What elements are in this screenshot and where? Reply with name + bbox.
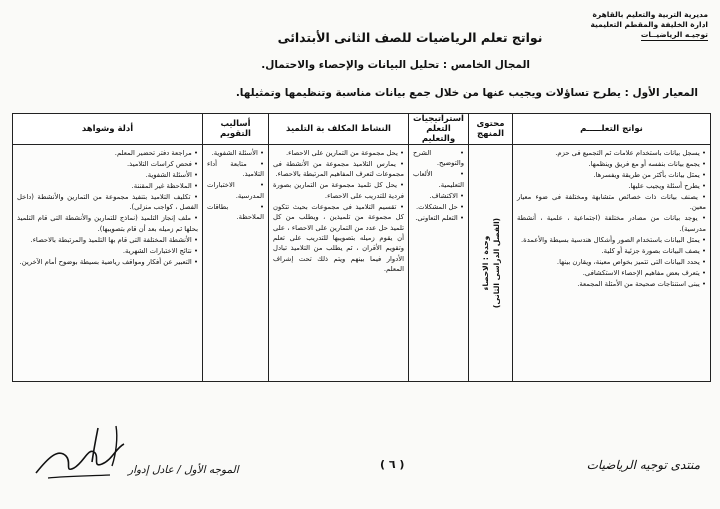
- list-item: • يحل مجموعة من التمارين على الاحصاء.: [286, 149, 404, 157]
- activities-cell: [269, 145, 409, 382]
- list-item: • ملف إنجاز التلميذ (نماذج للتمارين والأنشطة التى قام التلميذ بحلها ثم زميله بعد أن قام بتصويبها).: [17, 214, 198, 233]
- list-item: • يجمع بيانات بنفسه أو مع فريق وينظمها.: [588, 160, 706, 168]
- list-item: • التعلم التعاونى.: [415, 213, 464, 222]
- list-item: • التعبير عن أفكار ومواقف رياضية بسيطة بوضوح أمام الآخرين.: [19, 257, 198, 266]
- list-item: • متابعة أداء التلاميذ.: [207, 160, 264, 179]
- header-activities: النشاط المكلف بة التلميذ: [269, 114, 409, 145]
- assessment-cell: [203, 145, 269, 382]
- page-title: نواتج تعلم الرياضيات للصف الثانى الأبتدائى: [277, 30, 543, 45]
- domain-heading: المجال الخامس : تحليل البيانات والإحصاء والاحتمال.: [261, 59, 530, 71]
- forum-name: منتدى توجيه الرياضيات: [586, 458, 700, 472]
- evidence-cell: [13, 145, 203, 382]
- strategies-cell: [409, 145, 469, 382]
- content-term: (الفصل الدراسى الثانى): [491, 217, 501, 309]
- list-item: • يسجل بيانات باستخدام علامات ثم التجميع فى حزم.: [555, 149, 706, 157]
- list-item: • يطرح أسئلة ويجيب عليها.: [628, 182, 706, 190]
- department-text: توجيـه الرياضيــات: [640, 30, 708, 39]
- list-item: • يوجد بيانات من مصادر مختلفة (اجتماعية ، علمية ، أنشطة مدرسية).: [517, 214, 706, 233]
- standard-heading: المعيار الأول : يطرح تساؤلات ويجيب عنها من خلال جمع بيانات مناسبة وتنظيمها وتمثيلها.: [235, 87, 698, 99]
- header-outcomes: نواتج التعلـــــم: [513, 114, 711, 145]
- content-vertical-text: [480, 218, 502, 308]
- list-item: • الألعاب التعليمية.: [413, 170, 464, 189]
- outcomes-cell: [513, 145, 711, 382]
- header-content: محتوى المنهج: [469, 114, 513, 145]
- content-unit: وحدة : الاحصاء: [480, 235, 490, 291]
- supervisor-signature-text: الموجه الأول / عادل إدوار: [128, 464, 239, 476]
- list-item: • نتائج الاختبارات الشهرية.: [122, 246, 198, 255]
- list-item: • يتعرف بعض مفاهيم الإحصاء الاستكشافى.: [582, 268, 706, 277]
- list-item: • بطاقات الملاحظة.: [207, 202, 264, 222]
- list-item: • يحل كل تلميذ مجموعة من التمارين بصورة فردية للتدريب على الاحصاء.: [273, 181, 404, 200]
- content-cell: [469, 145, 513, 382]
- list-item: • الأسئلة الشفوية.: [211, 149, 264, 157]
- list-item: • يبنى استنتاجات صحيحة من الأمثلة المجمعة.: [577, 279, 706, 288]
- page-number: ( ٦ ): [380, 458, 405, 471]
- list-item: • يصف البيانات بصورة جزئية أو كلية.: [601, 246, 706, 255]
- list-item: • الاكتشاف.: [429, 191, 464, 200]
- header-institution: [578, 10, 708, 41]
- directorate-text: مديرية التربية والتعليم بالقاهرة: [592, 10, 708, 19]
- header-assessment: أساليب التقويم: [203, 114, 269, 145]
- signature-image: [28, 418, 138, 488]
- list-item: • يمارس التلاميذ مجموعة من الأنشطة فى مجموعات لتعرف المفاهيم المرتبطة بالاحصاء.: [273, 160, 404, 179]
- list-item: • يمثل بيانات بأكثر من طريقة ويفسرها.: [593, 171, 706, 179]
- list-item: • الأنشطة المختلفة التى قام بها التلميذ والمرتبطة بالاحصاء.: [30, 235, 198, 244]
- list-item: • يمثل البيانات باستخدام الصور وأشكال هندسية بسيطة والأعمدة.: [521, 235, 706, 244]
- table-row: [13, 145, 711, 382]
- administration-text: ادارة الخليفة والمقطم التعليمية: [590, 20, 708, 29]
- list-item: • يحدد البيانات التى تتميز بخواص معينة، ويقارن بينها.: [556, 257, 706, 266]
- header-evidence: أدلة وشواهد: [13, 114, 203, 145]
- outcomes-table: [12, 113, 711, 382]
- list-item: • الأسئلة الشفوية.: [145, 171, 198, 179]
- header-strategies: استراتيجيات التعلم والتعليم: [409, 114, 469, 145]
- list-item: • مراجعة دفتر تحضير المعلم.: [114, 149, 198, 157]
- list-item: • فحص كراسات التلاميذ.: [127, 160, 198, 168]
- table-header-row: [13, 114, 711, 145]
- list-item: • تكليف التلاميذ بتنفيذ مجموعة من التمارين والأنشطة (داخل الفصل ، كواجب منزلى).: [17, 193, 198, 212]
- list-item: • الشرح والتوضيح.: [413, 149, 464, 168]
- list-item: • الاختبارات المدرسية.: [207, 181, 264, 200]
- list-item: • حل المشكلات.: [416, 202, 464, 211]
- list-item: • يصنف بيانات ذات خصائص متشابهة ومختلفة فى ضوء معيار معين.: [517, 193, 706, 212]
- list-item: • تقسيم التلاميذ فى مجموعات بحيث تتكون كل مجموعة من تلميذين ، ويطلب من كل تلميذ حل عدد من التمارين على الاحصاء ، على أن يقوم زميله بتصويبها للتدريب على تعلم وتقويم الأقران ، ثم يطلب من التلاميذ تبادل الأدوار فيما بينهم ويتم ذلك تحت إشراف المعلم.: [273, 202, 404, 274]
- list-item: • الملاحظة غير المقننة.: [131, 182, 198, 190]
